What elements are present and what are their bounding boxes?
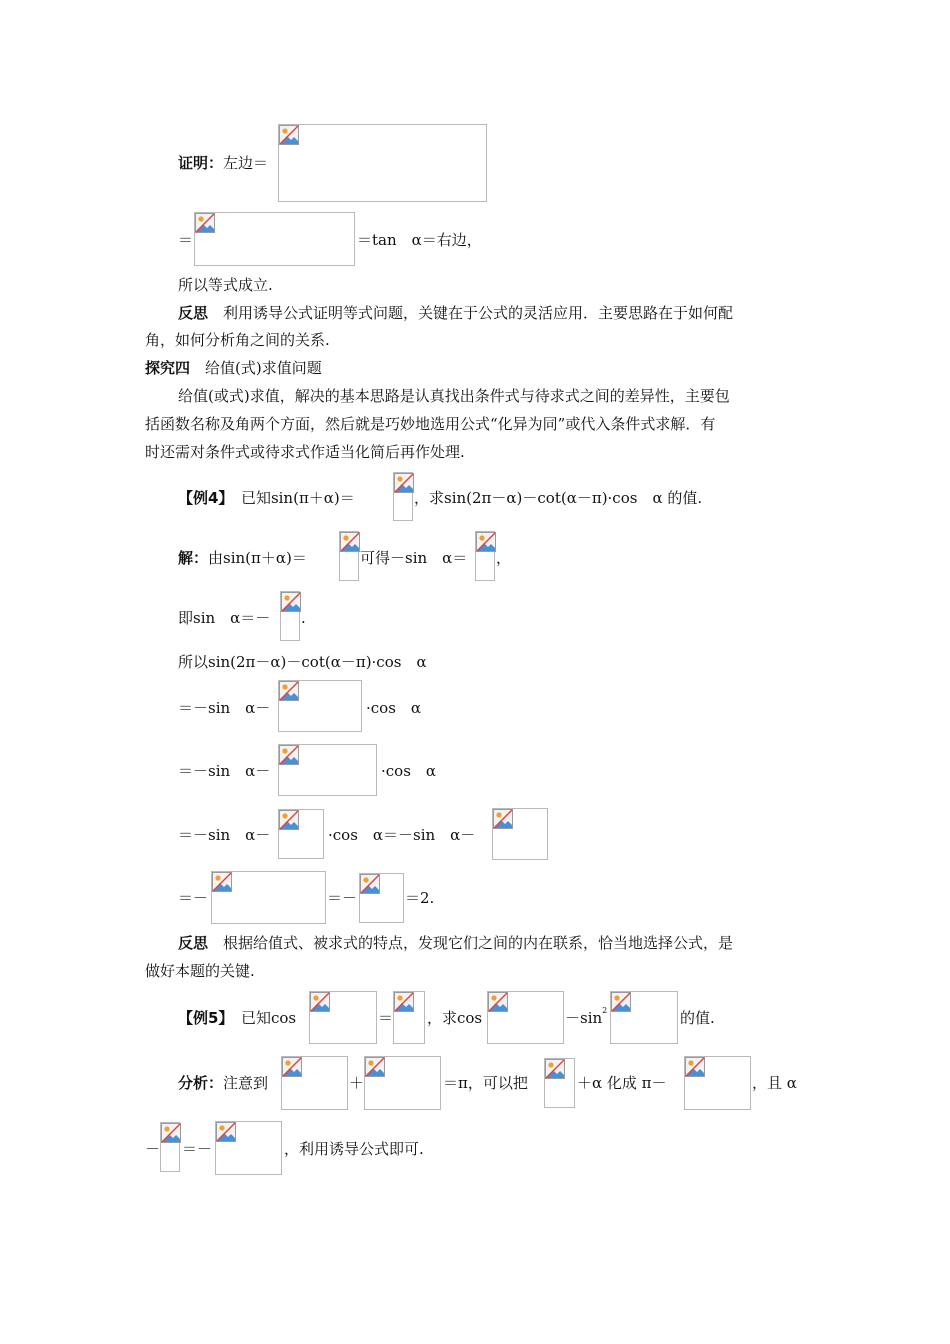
broken-image-icon bbox=[476, 532, 496, 552]
analysis-line-2c: ，利用诱导公式即可. bbox=[284, 1140, 424, 1158]
broken-image-icon bbox=[493, 809, 513, 829]
solution-line-2a: 即sin α＝－ bbox=[178, 609, 271, 627]
broken-image-icon bbox=[394, 992, 414, 1012]
broken-image-icon bbox=[282, 1057, 302, 1077]
reflection-1-text: 利用诱导公式证明等式问题，关键在于公式的灵活应用．主要思路在于如何配 bbox=[208, 304, 734, 322]
example-label: 【例5】 bbox=[178, 1009, 226, 1027]
solution-line-4a: ＝－sin α－ bbox=[178, 699, 271, 717]
proof-label: 证明： bbox=[178, 154, 224, 172]
broken-image-icon bbox=[281, 592, 301, 612]
section-4-p2: 括函数名称及角两个方面，然后就是巧妙地选用公式“化异为同”或代入条件式求解．有 bbox=[145, 415, 716, 433]
analysis-line-2b: ＝－ bbox=[182, 1140, 213, 1158]
example-5-minus-sin: －sin bbox=[565, 1009, 603, 1027]
section-4-p3: 时还需对条件式或待求式作适当化简后再作处理. bbox=[145, 443, 465, 461]
formula-image bbox=[160, 1122, 180, 1172]
solution-line-7a: ＝－ bbox=[178, 889, 209, 907]
proof-line-2b: ＝tan α＝右边， bbox=[357, 231, 482, 249]
example-5-text-a bbox=[178, 1006, 296, 1030]
formula-image bbox=[544, 1058, 575, 1108]
formula-image bbox=[359, 873, 404, 923]
analysis-line-1b: ＝π，可以把 bbox=[443, 1074, 528, 1092]
reflection-1-line-1 bbox=[178, 301, 733, 325]
formula-image bbox=[215, 1121, 282, 1175]
analysis-text: 注意到 bbox=[223, 1074, 269, 1092]
broken-image-icon bbox=[279, 810, 299, 830]
section-4-p1: 给值(或式)求值，解决的基本思路是认真找出条件式与待求式之间的差异性，主要包 bbox=[178, 387, 730, 405]
broken-image-icon bbox=[360, 874, 380, 894]
broken-image-icon bbox=[611, 992, 631, 1012]
reflection-label: 反思 bbox=[178, 304, 209, 322]
formula-image bbox=[278, 124, 487, 202]
broken-image-icon bbox=[545, 1059, 565, 1079]
broken-image-icon bbox=[310, 992, 330, 1012]
reflection-2-text: 根据给值式、被求式的特点，发现它们之间的内在联系，恰当地选择公式，是 bbox=[208, 934, 734, 952]
formula-image bbox=[487, 991, 564, 1044]
solution-label: 解： bbox=[178, 549, 209, 567]
example-5-eq: ＝ bbox=[378, 1009, 394, 1027]
formula-image bbox=[278, 680, 362, 732]
example-5-post: 的值. bbox=[680, 1009, 715, 1027]
analysis-line-1c: ＋α 化成 π－ bbox=[577, 1074, 667, 1092]
example-4-text-a bbox=[178, 486, 355, 510]
broken-image-icon bbox=[195, 213, 215, 233]
solution-line-5a: ＝－sin α－ bbox=[178, 762, 271, 780]
proof-conclusion: 所以等式成立. bbox=[178, 276, 273, 294]
analysis-line-1d: ，且 α bbox=[752, 1074, 797, 1092]
proof-line-1 bbox=[178, 151, 268, 175]
solution-line-5b: ·cos α bbox=[381, 762, 437, 780]
section-4-heading bbox=[145, 356, 322, 380]
example-5-square: 2 bbox=[602, 1006, 608, 1015]
solution-line-3: 所以sin(2π－α)－cot(α－π)·cos α bbox=[178, 653, 427, 671]
broken-image-icon bbox=[279, 745, 299, 765]
broken-image-icon bbox=[340, 532, 360, 552]
example-label: 【例4】 bbox=[178, 489, 226, 507]
broken-image-icon bbox=[161, 1123, 181, 1143]
broken-image-icon bbox=[394, 473, 414, 493]
proof-line-2a: ＝ bbox=[178, 231, 194, 249]
formula-image bbox=[278, 744, 377, 796]
broken-image-icon bbox=[685, 1057, 705, 1077]
formula-image bbox=[309, 991, 377, 1044]
broken-image-icon bbox=[279, 125, 299, 145]
example-5-mid: ，求cos bbox=[427, 1009, 483, 1027]
reflection-2-line-1 bbox=[178, 931, 733, 955]
analysis-plus: ＋ bbox=[349, 1074, 365, 1092]
example-5-minus bbox=[565, 1006, 607, 1030]
broken-image-icon bbox=[212, 872, 232, 892]
solution-line-1a bbox=[178, 546, 307, 570]
solution-line-1c: ， bbox=[496, 549, 512, 567]
solution-line-2b: . bbox=[301, 609, 306, 627]
formula-image bbox=[684, 1056, 751, 1110]
solution-line-6b: ·cos α＝－sin α－ bbox=[328, 826, 476, 844]
proof-left-side: 左边＝ bbox=[223, 154, 269, 172]
formula-image bbox=[492, 808, 548, 860]
reflection-label: 反思 bbox=[178, 934, 209, 952]
solution-line-7b: ＝－ bbox=[327, 889, 358, 907]
reflection-2-line-2: 做好本题的关键. bbox=[145, 962, 255, 980]
solution-text: 由sin(π＋α)＝ bbox=[208, 549, 307, 567]
example-4-text-b: ，求sin(2π－α)－cot(α－π)·cos α 的值. bbox=[414, 489, 703, 507]
formula-image bbox=[393, 991, 425, 1044]
formula-image bbox=[393, 472, 413, 521]
section-label: 探究四 bbox=[145, 359, 191, 377]
solution-line-1b: 可得－sin α＝ bbox=[360, 549, 468, 567]
section-title: 给值(式)求值问题 bbox=[190, 359, 322, 377]
solution-line-6a: ＝－sin α－ bbox=[178, 826, 271, 844]
reflection-1-line-2: 角，如何分析角之间的关系. bbox=[145, 331, 330, 349]
broken-image-icon bbox=[216, 1122, 236, 1142]
analysis-label: 分析： bbox=[178, 1074, 224, 1092]
example-5-pre: 已知cos bbox=[225, 1009, 297, 1027]
formula-image bbox=[339, 531, 359, 581]
analysis-line-1a bbox=[178, 1071, 268, 1095]
broken-image-icon bbox=[488, 992, 508, 1012]
formula-image bbox=[475, 531, 495, 581]
analysis-line-2a: － bbox=[145, 1140, 161, 1158]
formula-image bbox=[278, 809, 324, 859]
broken-image-icon bbox=[279, 681, 299, 701]
formula-image bbox=[610, 991, 678, 1044]
solution-line-4b: ·cos α bbox=[366, 699, 422, 717]
formula-image bbox=[211, 871, 326, 924]
example-4-pre: 已知sin(π＋α)＝ bbox=[225, 489, 355, 507]
formula-image bbox=[194, 212, 355, 266]
formula-image bbox=[364, 1056, 441, 1110]
formula-image bbox=[281, 1056, 348, 1110]
solution-line-7c: ＝2. bbox=[405, 889, 435, 907]
broken-image-icon bbox=[365, 1057, 385, 1077]
formula-image bbox=[280, 591, 300, 641]
